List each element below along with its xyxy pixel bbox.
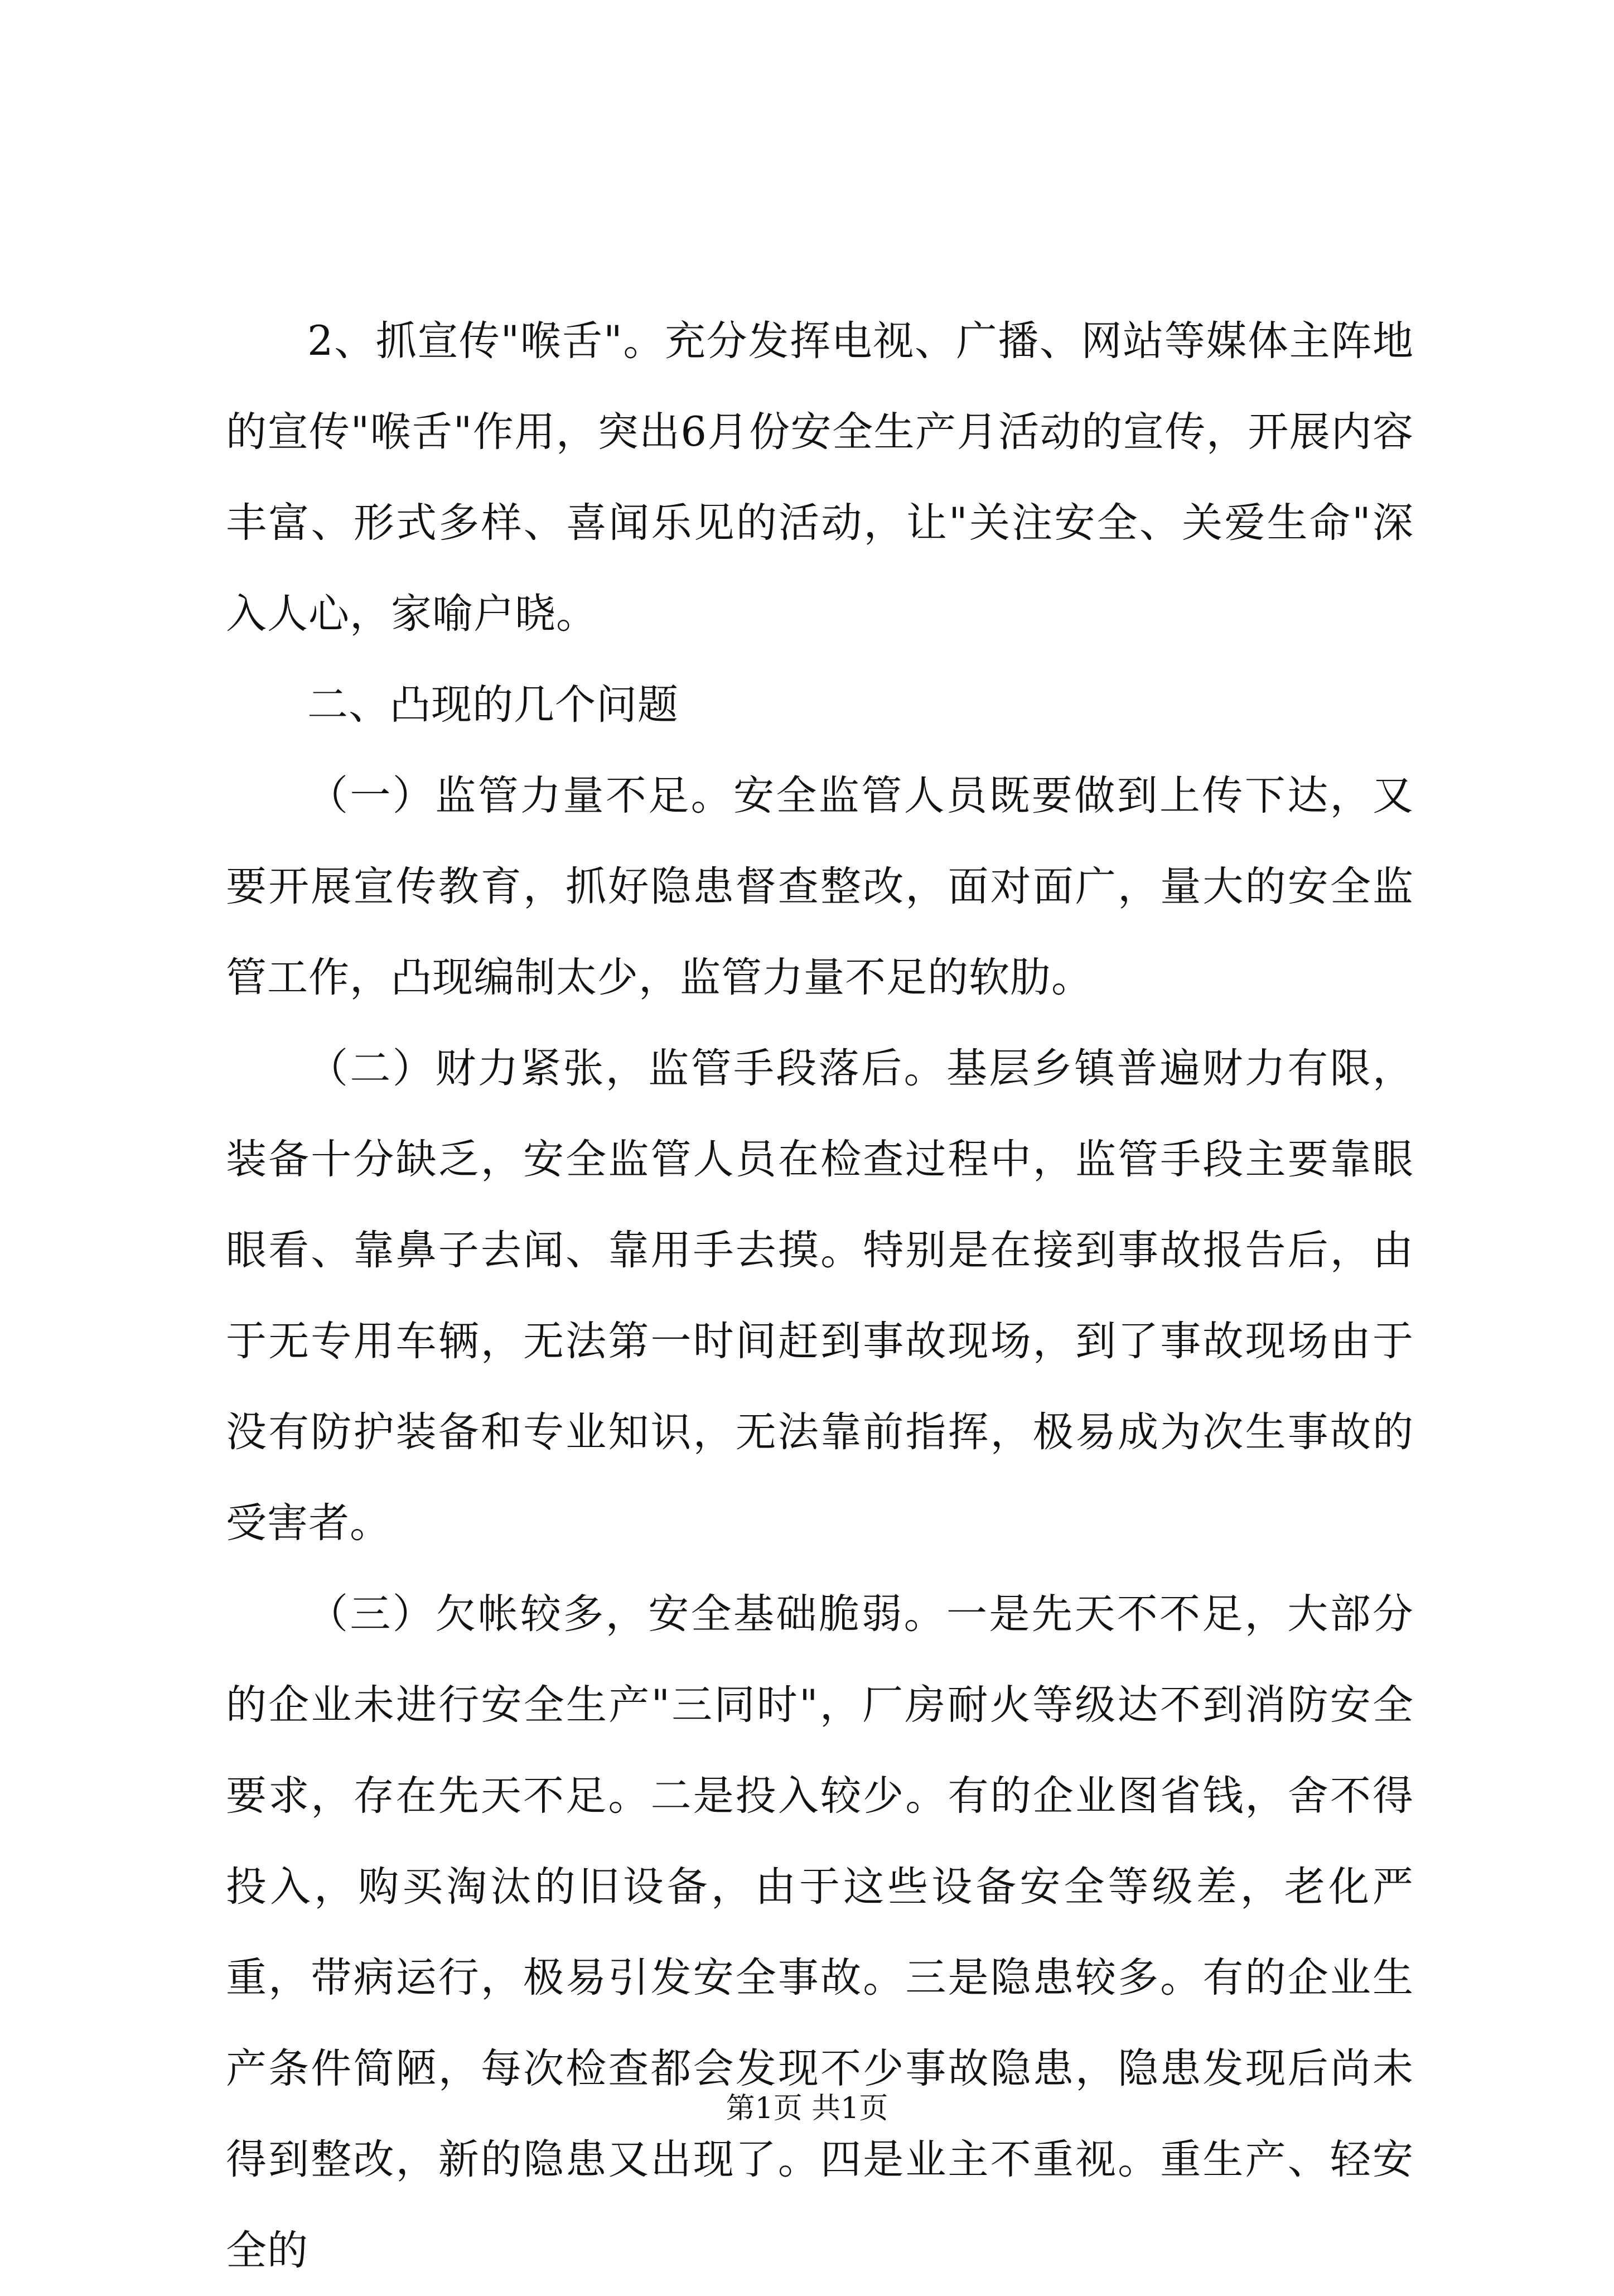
paragraph-propaganda: 2、抓宣传"喉舌"。充分发挥电视、广播、网站等媒体主阵地的宣传"喉舌"作用，突出6月份安全生产月活动的宣传，开展内容丰富、形式多样、喜闻乐见的活动，让"关注安全、关爱生命"深入人心，家喻户晓。 (226, 317, 1414, 638)
paragraph-insufficient-supervision: （一）监管力量不足。安全监管人员既要做到上传下达，又要开展宣传教育，抓好隐患督查整改，面对面广，量大的安全监管工作，凸现编制太少，监管力量不足的软肋。 (226, 772, 1414, 1001)
section-heading-problems: 二、凸现的几个问题 (307, 681, 679, 729)
paragraph-financial-constraints: （二）财力紧张，监管手段落后。基层乡镇普遍财力有限，装备十分缺乏，安全监管人员在检查过程中，监管手段主要靠眼眼看、靠鼻子去闻、靠用手去摸。特别是在接到事故报告后，由于无专用车辆，无法第一时间赶到事故现场，到了事故现场由于没有防护装备和专业知识，无法靠前指挥，极易成为次生事故的受害者。 (226, 1045, 1414, 1547)
document-body (226, 296, 1414, 2296)
paragraph-weak-foundation: （三）欠帐较多，安全基础脆弱。一是先天不不足，大部分的企业未进行安全生产"三同时"，厂房耐火等级达不到消防安全要求，存在先天不足。二是投入较少。有的企业图省钱，舍不得投入，购买淘汰的旧设备，由于这些设备安全等级差，老化严重，带病运行，极易引发安全事故。三是隐患较多。有的企业生产条件简陋，每次检查都会发现不少事故隐患，隐患发现后尚未得到整改，新的隐患又出现了。四是业主不重视。重生产、轻安全的 (226, 1590, 1414, 2274)
page-footer: 第1页 共1页 (726, 2092, 888, 2125)
